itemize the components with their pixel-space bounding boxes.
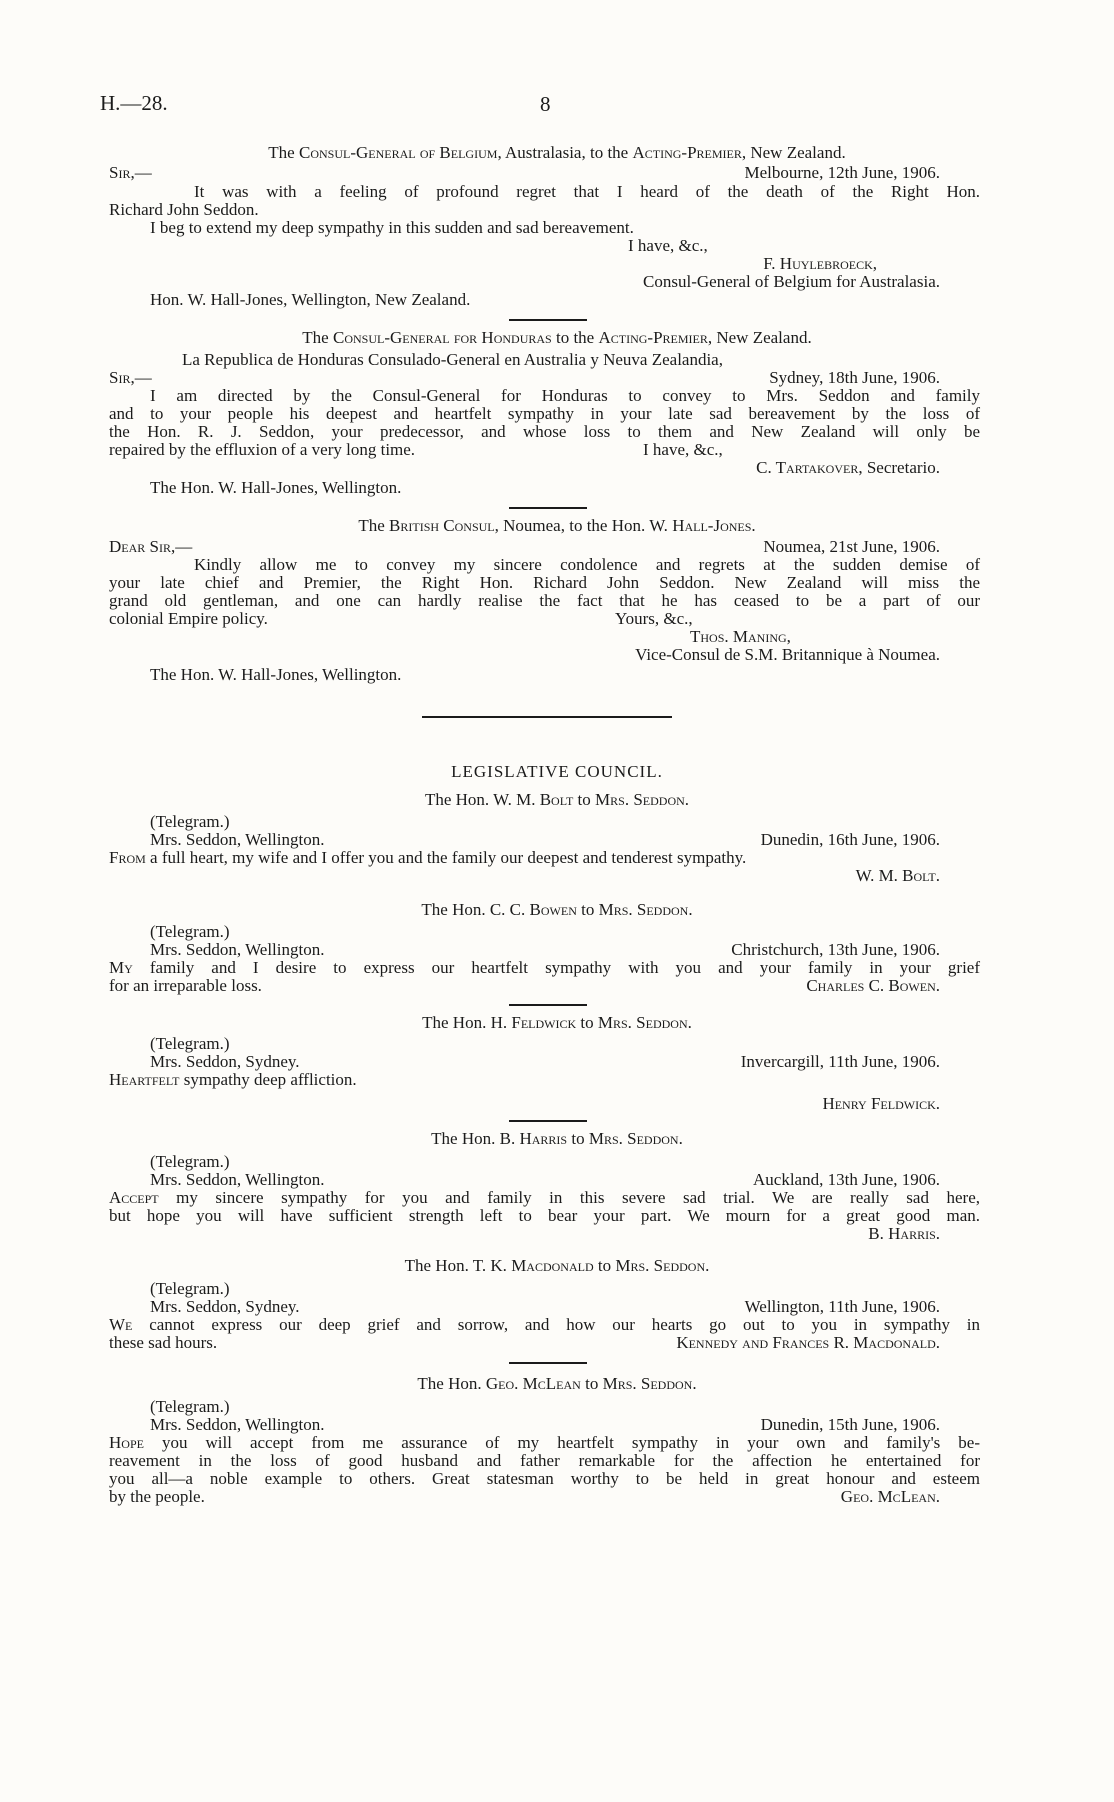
letter-heading: The British Consul, Noumea, to the Hon. W. Hall-Jones. [358, 516, 756, 535]
separator-rule [509, 319, 587, 321]
signature: Thos. Maning, [690, 627, 791, 646]
body-line: Hope you will accept from me assurance of my heartfelt sympathy in your own and family's be- [109, 1433, 980, 1452]
telegram-heading: The Hon. C. C. Bowen to Mrs. Seddon. [421, 900, 693, 919]
addressee: Hon. W. Hall-Jones, Wellington, New Zealand. [150, 290, 471, 309]
body-line: for an irreparable loss. [109, 976, 262, 995]
letter-heading: The Consul-General of Belgium, Australasia, to the Acting-Premier, New Zealand. [268, 143, 846, 162]
body-line: I am directed by the Consul-General for Honduras to convey to Mrs. Seddon and family [150, 386, 980, 405]
body-line: Accept my sincere sympathy for you and family in this severe sad trial. We are really sad here, [109, 1188, 980, 1207]
telegram-label: (Telegram.) [150, 1397, 230, 1416]
section-title: LEGISLATIVE COUNCIL. [451, 762, 663, 781]
body-line: We cannot express our deep grief and sorrow, and how our hearts go out to you in sympathy in [109, 1315, 980, 1334]
addressee: Mrs. Seddon, Wellington. [150, 830, 325, 849]
separator-rule [509, 1004, 587, 1006]
body-line: but hope you will have sufficient strength left to bear your part. We mourn for a great good man. [109, 1206, 980, 1225]
document-reference: H.—28. [100, 91, 168, 115]
signature: W. M. Bolt. [855, 866, 940, 885]
signatory-title: Vice-Consul de S.M. Britannique à Noumea. [635, 645, 940, 664]
place-date: Dunedin, 15th June, 1906. [760, 1415, 940, 1434]
place-date: Noumea, 21st June, 1906. [763, 537, 940, 556]
signature: B. Harris. [868, 1224, 940, 1243]
salutation: Sir,— [109, 368, 152, 387]
telegram-label: (Telegram.) [150, 922, 230, 941]
telegram-heading: The Hon. T. K. Macdonald to Mrs. Seddon. [404, 1256, 710, 1275]
separator-rule [509, 1362, 587, 1364]
body-line: by the people. [109, 1487, 205, 1506]
body-line: My family and I desire to express our heartfelt sympathy with you and your family in your grief [109, 958, 980, 977]
place-date: Invercargill, 11th June, 1906. [740, 1052, 940, 1071]
telegram-heading: The Hon. H. Feldwick to Mrs. Seddon. [422, 1013, 692, 1032]
closing: I have, &c., [643, 440, 723, 459]
place-date: Melbourne, 12th June, 1906. [744, 163, 940, 182]
addressee: Mrs. Seddon, Wellington. [150, 1415, 325, 1434]
telegram-label: (Telegram.) [150, 1034, 230, 1053]
telegram-heading: The Hon. W. M. Bolt to Mrs. Seddon. [424, 790, 690, 809]
salutation: Sir,— [109, 163, 152, 182]
body-line: these sad hours. [109, 1333, 218, 1352]
body-line: and to your people his deepest and heartfelt sympathy in your late sad bereavement by the loss of [109, 404, 980, 423]
addressee: Mrs. Seddon, Wellington. [150, 1170, 325, 1189]
addressee: Mrs. Seddon, Wellington. [150, 940, 325, 959]
place-date: Auckland, 13th June, 1906. [753, 1170, 940, 1189]
signature: Kennedy and Frances R. Macdonald. [676, 1333, 940, 1352]
signature: Geo. McLean. [840, 1487, 940, 1506]
section-divider [422, 716, 672, 718]
letter-heading: The Consul-General for Honduras to the Acting-Premier, New Zealand. [302, 328, 812, 347]
page-number: 8 [540, 92, 551, 116]
body-line: the Hon. R. J. Seddon, your predecessor, and whose loss to them and New Zealand will only be [109, 422, 980, 441]
body-line: grand old gentleman, and one can hardly realise the fact that he has ceased to be a part of our [109, 591, 980, 610]
body-line: I beg to extend my deep sympathy in this sudden and sad bereavement. [150, 218, 634, 237]
body-line: reavement in the loss of good husband and father remarkable for the affection he entertained for [109, 1451, 980, 1470]
closing: I have, &c., [628, 236, 708, 255]
telegram-label: (Telegram.) [150, 812, 230, 831]
body-line: Richard John Seddon. [109, 200, 259, 219]
telegram-heading: The Hon. Geo. McLean to Mrs. Seddon. [417, 1374, 697, 1393]
signature: Charles C. Bowen. [806, 976, 940, 995]
body-line: colonial Empire policy. [109, 609, 268, 628]
separator-rule [509, 1120, 587, 1122]
telegram-heading: The Hon. B. Harris to Mrs. Seddon. [431, 1129, 683, 1148]
body-line: repaired by the effluxion of a very long time. [109, 440, 416, 459]
closing: Yours, &c., [615, 609, 693, 628]
signature: C. Tartakover, Secretario. [756, 458, 940, 477]
separator-rule [509, 507, 587, 509]
body-line: you all—a noble example to others. Great statesman worthy to be held in great honour and esteem [109, 1469, 980, 1488]
addressee: The Hon. W. Hall-Jones, Wellington. [150, 478, 402, 497]
body-line: your late chief and Premier, the Right Hon. Richard John Seddon. New Zealand will miss the [109, 573, 980, 592]
body-line: From a full heart, my wife and I offer you and the family our deepest and tenderest sympathy. [109, 848, 747, 867]
telegram-label: (Telegram.) [150, 1279, 230, 1298]
signature: F. Huylebroeck, [763, 254, 877, 273]
body-line: Kindly allow me to convey my sincere condolence and regrets at the sudden demise of [194, 555, 980, 574]
place-date: Wellington, 11th June, 1906. [744, 1297, 940, 1316]
addressee: Mrs. Seddon, Sydney. [150, 1297, 300, 1316]
place-date: Dunedin, 16th June, 1906. [760, 830, 940, 849]
addressee: Mrs. Seddon, Sydney. [150, 1052, 300, 1071]
telegram-label: (Telegram.) [150, 1152, 230, 1171]
signature: Henry Feldwick. [822, 1094, 940, 1113]
body-line: Heartfelt sympathy deep affliction. [109, 1070, 357, 1089]
body-line: It was with a feeling of profound regret that I heard of the death of the Right Hon. [194, 182, 980, 201]
addressee: The Hon. W. Hall-Jones, Wellington. [150, 665, 402, 684]
letter-subheading: La Republica de Honduras Consulado-General en Australia y Neuva Zealandia, [182, 350, 723, 369]
signatory-title: Consul-General of Belgium for Australasia. [643, 272, 940, 291]
salutation: Dear Sir,— [109, 537, 193, 556]
place-date: Christchurch, 13th June, 1906. [731, 940, 940, 959]
place-date: Sydney, 18th June, 1906. [769, 368, 940, 387]
